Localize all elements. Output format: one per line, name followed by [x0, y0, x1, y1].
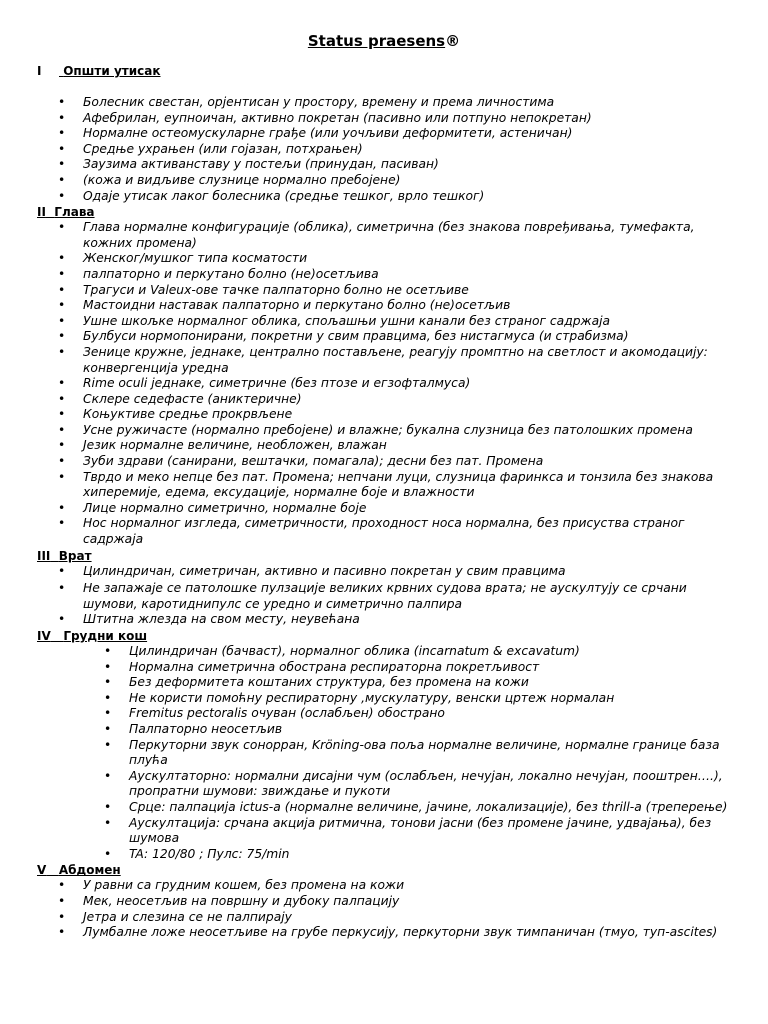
list-item: • TA: 120/80 ; Пулс: 75/min: [129, 847, 737, 863]
list-item: • У равни са грудним кошем, без промена на кожи: [83, 878, 737, 894]
list-item: • Перкуторни звук сонорран, Kröning-ова поља нормалне величине, нормалне границе база плућа: [129, 738, 737, 769]
list-item: • Коњуктиве средње прокрвљене: [83, 407, 737, 423]
section-title: Глава: [54, 205, 95, 220]
title-text: Status praesens: [307, 32, 446, 50]
section-heading-head: [37, 204, 737, 220]
list-item: • Зенице кружне, једнаке, централно постављене, реагују промптно на светлост и акомодацију: конвергенција уредна: [83, 345, 737, 376]
list-item: • Нос нормалног изгледа, симетричности, проходност носа нормална, без присуства страног садржаја: [83, 516, 737, 547]
list-item: • Болесник свестан, орјентисан у простору, времену и према личностима: [83, 95, 737, 111]
section-heading-neck: [37, 548, 737, 564]
list-item: • Лице нормално симетрично, нормалне боје: [83, 501, 737, 517]
list-item: • Одаје утисак лаког болесника (средње тешког, врло тешког): [83, 189, 737, 205]
section-list-general: [37, 95, 737, 204]
section-number: IV: [37, 629, 51, 643]
document-body: [37, 63, 737, 941]
list-item: • Палпаторно неосетљив: [129, 722, 737, 738]
list-item: • Срце: палпација ictus-a (нормалне величине, јачине, локализације), без thrill-a (треперење): [129, 800, 737, 816]
list-item: • Тврдо и меко непце без пат. Промена; непчани луци, слузница фаринкса и тонзила без знакова хиперемије, едема, ексудације, нормалне боје и влажности: [83, 470, 737, 501]
section-heading-chest: [37, 628, 737, 644]
section-title: Општи утисак: [63, 64, 161, 78]
list-item: • Јетра и слезина се не палпирају: [83, 910, 737, 926]
document-title: [0, 32, 768, 50]
list-item: • Заузима активанставу у постељи (принудан, пасиван): [83, 157, 737, 173]
section-title: Грудни кош: [63, 629, 148, 643]
list-item: • Ушне шкољке нормалног облика, спољашњи ушни канали без страног садржаја: [83, 314, 737, 330]
list-item: • Без деформитета коштаних структура, без промена на кожи: [129, 675, 737, 691]
list-item: • Нормална симетрична обострана респираторна покретљивост: [129, 660, 737, 676]
list-item: • Не запажаје се патолошке пулзације великих крвних судова врата; не аускултују се срчани шумови, каротиднипулс се уредно и симетрично палпира: [83, 581, 737, 612]
section-number: I: [37, 64, 42, 78]
list-item: • Цилиндричан (бачваст), нормалног облика (incarnatum & excavatum): [129, 644, 737, 660]
section-title: Абдомен: [58, 863, 121, 878]
list-item: • Зуби здрави (санирани, вештачки, помагала); десни без пат. Промена: [83, 454, 737, 470]
list-item: • Аускултација: срчана акција ритмична, тонови јасни (без промене јачине, удвајања), без шумова: [129, 816, 737, 847]
list-item: • Усне ружичасте (нормално пребојене) и влажне; букална слузница без патолошких промена: [83, 423, 737, 439]
list-item: • Мастоидни наставак палпаторно и перкутано болно (не)осетљив: [83, 298, 737, 314]
list-item: • Лумбалне ложе неосетљиве на грубе перкусију, перкуторни звук тимпаничан (тмуо, туп-ascites): [83, 925, 737, 941]
list-item: • Fremitus pectoralis очуван (ослабљен) обострано: [129, 706, 737, 722]
list-item: • Штитна жлезда на свом месту, неувећана: [83, 612, 737, 628]
list-item: • Нормалне остеомускуларне грађе (или уочљиви деформитети, астеничан): [83, 126, 737, 142]
list-item: • Глава нормалне конфигурације (облика), симетрична (без знакова повређивања, тумефакта, кожних промена): [83, 220, 737, 251]
list-item: • Rime oculi једнаке, симетричне (без птозе и егзофталмуса): [83, 376, 737, 392]
section-heading-general: [37, 63, 737, 79]
list-item: • Женског/мушког типа косматости: [83, 251, 737, 267]
list-item: • Булбуси нормопонирани, покретни у свим правцима, без нистагмуса (и страбизма): [83, 329, 737, 345]
list-item: • палпаторно и перкутано болно (не)осетљива: [83, 267, 737, 283]
section-heading-abdomen: [37, 862, 737, 878]
list-item: • Не користи помоћну респираторну ,мускулатуру, венски цртеж нормалан: [129, 691, 737, 707]
list-item: • Средње ухрањен (или гојазан, потхрањен): [83, 142, 737, 158]
section-list-neck: [37, 564, 737, 628]
section-list-abdomen: [37, 878, 737, 940]
list-item: • Афебрилан, еупноичан, активно покретан (пасивно или потпуно непокретан): [83, 111, 737, 127]
section-number: II: [37, 205, 46, 220]
list-item: • Трагуси и Valeux-ове тачке палпаторно болно не осетљиве: [83, 283, 737, 299]
section-title: Врат: [58, 548, 92, 563]
list-item: • (кожа и видљиве слузнице нормално пребојене): [83, 173, 737, 189]
section-list-chest: [37, 644, 737, 862]
list-item: • Аускултаторно: нормални дисајни чум (ослабљен, нечујан, локално нечујан, пооштрен….), пропратни шумови: звиждање и пукоти: [129, 769, 737, 800]
section-number: III: [37, 548, 51, 563]
list-item: • Цилиндричан, симетричан, активно и пасивно покретан у свим правцима: [83, 564, 737, 580]
list-item: • Склере седефасте (аниктеричне): [83, 392, 737, 408]
section-number: V: [37, 863, 47, 878]
registered-mark: ®: [445, 32, 461, 50]
section-list-head: [37, 220, 737, 547]
list-item: • Језик нормалне величине, необложен, влажан: [83, 438, 737, 454]
list-item: • Мек, неосетљив на површну и дубоку палпацију: [83, 894, 737, 910]
